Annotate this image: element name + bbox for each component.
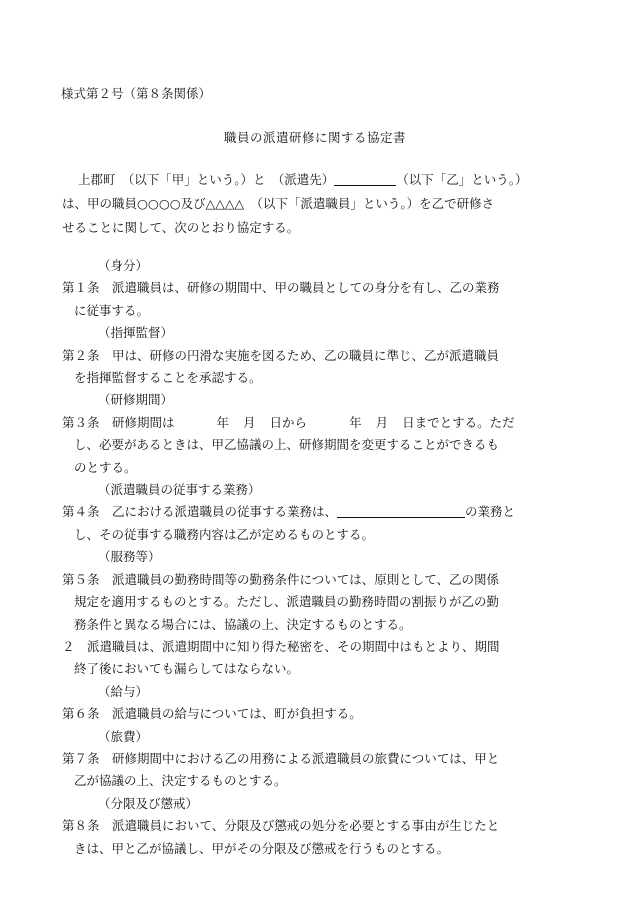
date-month: 月 — [243, 414, 256, 430]
articles — [62, 255, 582, 860]
date-month: 月 — [375, 414, 389, 430]
duties-blank — [337, 503, 465, 518]
article-line: 第６条 派遣職員の給与については、町が負担する。 — [62, 706, 362, 722]
article-line: 第８条 派遣職員において、分限及び懲戒の処分を必要とする事由が生じたと — [62, 818, 500, 834]
intro-line: せることに関して、次のとおり協定する。 — [62, 220, 300, 235]
article-line: ２ 派遣職員は、派遣期間中に知り得た秘密を、その期間中はもとより、期間 — [62, 638, 500, 654]
article-line: 終了後においても漏らしてはならない。 — [74, 661, 300, 677]
article-text: 第３条 研修期間は — [62, 414, 175, 430]
document-title: 職員の派遣研修に関する協定書 — [223, 130, 406, 145]
date-year: 年 — [216, 414, 230, 430]
article-line: 規定を適用するものとする。ただし、派遣職員の勤務時間の割振りが乙の勤 — [74, 594, 500, 610]
article-line: に従事する。 — [74, 302, 150, 318]
article-heading: （研修期間） — [98, 392, 174, 408]
intro-line — [62, 168, 582, 192]
article-heading: （派遣職員の従事する業務） — [98, 482, 261, 498]
form-number: 様式第２号（第８条関係） — [61, 86, 212, 101]
article-line: 第７条 研修期間中における乙の用務による派遣職員の旅費については、甲と — [62, 750, 500, 766]
article-line: きは、甲と乙が協議し、甲がその分限及び懲戒を行うものとする。 — [74, 840, 450, 856]
intro-paragraph — [62, 168, 582, 240]
article-line: 務条件と異なる場合には、協議の上、決定するものとする。 — [74, 616, 412, 632]
article-line: 第５条 派遣職員の勤務時間等の勤務条件については、原則として、乙の関係 — [62, 571, 500, 587]
article-heading: （給与） — [98, 683, 149, 699]
article-line: を指揮監督することを承認する。 — [74, 370, 262, 386]
article-line: 第２条 甲は、研修の円滑な実施を図るため、乙の職員に準じ、乙が派遣職員 — [62, 347, 500, 363]
article-line: し、その従事する職務内容は乙が定めるものとする。 — [74, 526, 375, 542]
article-text: の業務と — [465, 504, 516, 520]
intro-line: は、甲の職員○○○○及び△△△△ （以下「派遣職員」という。）を乙で研修さ — [62, 196, 495, 211]
article-text: 第４条 乙における派遣職員の従事する業務は、 — [62, 504, 338, 520]
article-heading: （服務等） — [98, 549, 161, 565]
article-line — [62, 412, 582, 434]
article-line: 第１条 派遣職員は、研修の期間中、甲の職員としての身分を有し、乙の業務 — [62, 280, 500, 296]
article-line: 乙が協議の上、決定するものとする。 — [74, 773, 287, 789]
date-day: 日までとする。ただ — [402, 414, 515, 430]
article-heading: （旅費） — [98, 728, 149, 744]
article-heading: （指揮監督） — [98, 325, 174, 341]
date-year: 年 — [349, 414, 362, 430]
intro-text: 上郡町 （以下「甲」という。）と （派遣先） — [78, 172, 335, 187]
dispatch-blank — [334, 171, 396, 186]
article-line: のとする。 — [74, 459, 137, 475]
date-day: 日から — [269, 414, 308, 430]
article-line: し、必要があるときは、甲乙協議の上、研修期間を変更することができるも — [74, 437, 500, 453]
article-heading: （分限及び懲戒） — [98, 795, 199, 811]
article-line — [62, 501, 582, 523]
intro-text: （以下「乙」という。） — [396, 172, 528, 187]
article-heading: （身分） — [98, 258, 149, 273]
